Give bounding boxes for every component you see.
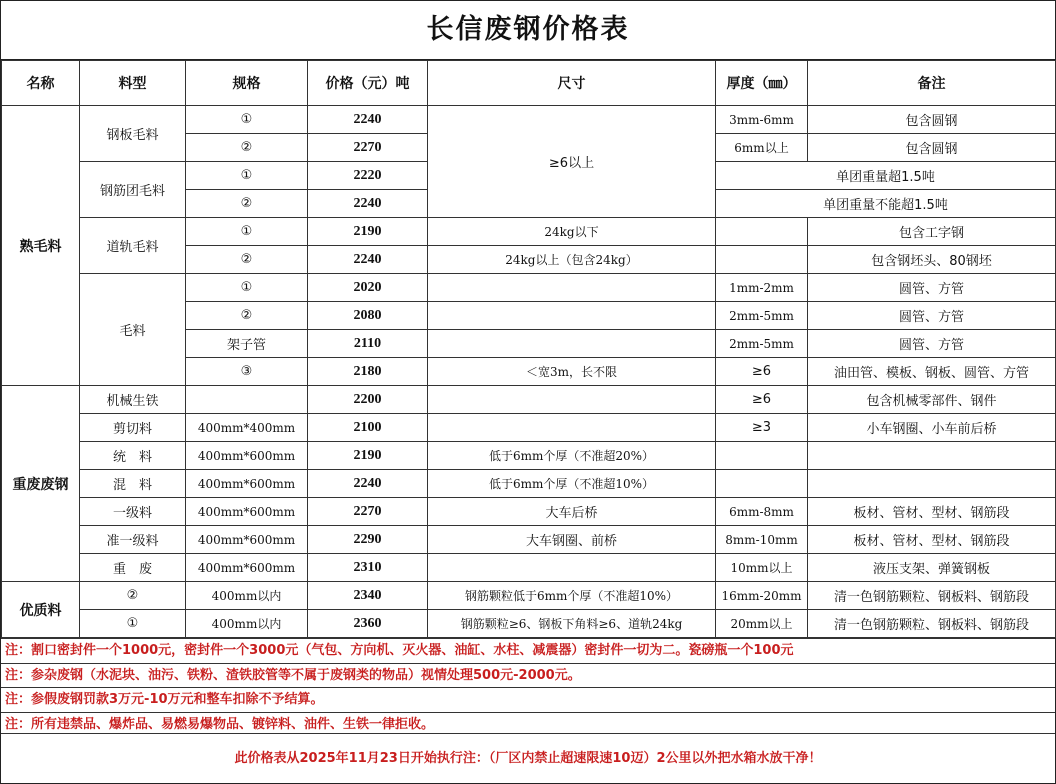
spec-cell: 400mm*400mm bbox=[186, 414, 308, 442]
price-cell: 2270 bbox=[308, 134, 428, 162]
thickness-cell bbox=[716, 246, 808, 274]
spec-cell: ② bbox=[186, 134, 308, 162]
remark-cell: 包含工字钢 bbox=[808, 218, 1056, 246]
notes-section bbox=[1, 638, 1055, 736]
thickness-cell: 6mm-8mm bbox=[716, 498, 808, 526]
header-remark: 备注 bbox=[808, 61, 1056, 106]
price-cell: 2180 bbox=[308, 358, 428, 386]
table-row bbox=[2, 442, 1056, 470]
price-cell: 2270 bbox=[308, 498, 428, 526]
table-row bbox=[2, 470, 1056, 498]
table-row bbox=[2, 610, 1056, 638]
price-cell: 2100 bbox=[308, 414, 428, 442]
table-row bbox=[2, 386, 1056, 414]
table-row bbox=[2, 414, 1056, 442]
thickness-cell: 1mm-2mm bbox=[716, 274, 808, 302]
thickness-cell: 10mm以上 bbox=[716, 554, 808, 582]
remark-cell: 油田管、模板、钢板、圆管、方管 bbox=[808, 358, 1056, 386]
remark-cell: 小车钢圈、小车前后桥 bbox=[808, 414, 1056, 442]
spec-cell: ① bbox=[186, 274, 308, 302]
size-cell bbox=[428, 302, 716, 330]
group-zhong: 重废废钢 bbox=[2, 386, 80, 582]
thickness-cell: ≥3 bbox=[716, 414, 808, 442]
remark-cell: 单团重量不能超1.5吨 bbox=[716, 190, 1056, 218]
price-cell: 2340 bbox=[308, 582, 428, 610]
remark-cell: 清一色钢筋颗粒、钢板料、钢筋段 bbox=[808, 582, 1056, 610]
size-cell: 钢筋颗粒≥6、钢板下角料≥6、道轨24kg bbox=[428, 610, 716, 638]
sheet-title: 长信废钢价格表 bbox=[1, 1, 1055, 60]
size-cell bbox=[428, 274, 716, 302]
thickness-cell bbox=[716, 218, 808, 246]
table-row bbox=[2, 106, 1056, 134]
spec-cell: ② bbox=[186, 246, 308, 274]
price-cell: 2240 bbox=[308, 190, 428, 218]
remark-cell: 包含机械零部件、钢件 bbox=[808, 386, 1056, 414]
thickness-cell bbox=[716, 442, 808, 470]
remark-cell: 板材、管材、型材、钢筋段 bbox=[808, 498, 1056, 526]
spec-cell: ③ bbox=[186, 358, 308, 386]
price-cell: 2310 bbox=[308, 554, 428, 582]
remark-cell: 圆管、方管 bbox=[808, 330, 1056, 358]
thickness-cell: 2mm-5mm bbox=[716, 330, 808, 358]
spec-cell: 400mm*600mm bbox=[186, 498, 308, 526]
material-type: 钢板毛料 bbox=[80, 106, 186, 162]
spec-cell: ② bbox=[186, 302, 308, 330]
thickness-cell: 2mm-5mm bbox=[716, 302, 808, 330]
header-type: 料型 bbox=[80, 61, 186, 106]
footer-notice: 此价格表从2025年11月23日开始执行注：（厂区内禁止超速限速10迈）2公里以外把水箱水放干净！ bbox=[1, 733, 1055, 784]
price-cell: 2200 bbox=[308, 386, 428, 414]
size-cell: ＜宽3m，长不限 bbox=[428, 358, 716, 386]
thickness-cell: 20mm以上 bbox=[716, 610, 808, 638]
size-cell: 大车后桥 bbox=[428, 498, 716, 526]
remark-cell: 包含圆钢 bbox=[808, 106, 1056, 134]
spec-cell: ① bbox=[186, 106, 308, 134]
remark-cell bbox=[808, 470, 1056, 498]
material-type: 毛料 bbox=[80, 274, 186, 386]
material-type: ① bbox=[80, 610, 186, 638]
remark-cell: 包含钢坯头、80钢坯 bbox=[808, 246, 1056, 274]
price-table bbox=[1, 60, 1056, 638]
thickness-cell: 3mm-6mm bbox=[716, 106, 808, 134]
material-type: 钢筋团毛料 bbox=[80, 162, 186, 218]
size-cell bbox=[428, 414, 716, 442]
price-cell: 2360 bbox=[308, 610, 428, 638]
remark-cell: 液压支架、弹簧钢板 bbox=[808, 554, 1056, 582]
thickness-cell: ≥6 bbox=[716, 386, 808, 414]
spec-cell: ② bbox=[186, 190, 308, 218]
table-header-row bbox=[2, 61, 1056, 106]
spec-cell: 400mm*600mm bbox=[186, 554, 308, 582]
note-line: 注：所有违禁品、爆炸品、易燃易爆物品、镀锌料、油件、生铁一律拒收。 bbox=[1, 712, 1055, 737]
material-type: 统 料 bbox=[80, 442, 186, 470]
size-cell: 钢筋颗粒低于6mm个厚（不准超10%） bbox=[428, 582, 716, 610]
size-cell: 24kg以上（包含24kg） bbox=[428, 246, 716, 274]
price-cell: 2290 bbox=[308, 526, 428, 554]
spec-cell: ① bbox=[186, 162, 308, 190]
header-spec: 规格 bbox=[186, 61, 308, 106]
remark-cell: 圆管、方管 bbox=[808, 274, 1056, 302]
size-cell bbox=[428, 554, 716, 582]
material-type: 剪切料 bbox=[80, 414, 186, 442]
price-cell: 2240 bbox=[308, 106, 428, 134]
table-row bbox=[2, 274, 1056, 302]
material-type: 准一级料 bbox=[80, 526, 186, 554]
size-cell: 低于6mm个厚（不准超10%） bbox=[428, 470, 716, 498]
material-type: 混 料 bbox=[80, 470, 186, 498]
table-row bbox=[2, 526, 1056, 554]
spec-cell bbox=[186, 386, 308, 414]
header-price: 价格（元）吨 bbox=[308, 61, 428, 106]
thickness-cell bbox=[716, 470, 808, 498]
price-cell: 2020 bbox=[308, 274, 428, 302]
thickness-cell: 16mm-20mm bbox=[716, 582, 808, 610]
spec-cell: ① bbox=[186, 218, 308, 246]
size-cell: 大车钢圈、前桥 bbox=[428, 526, 716, 554]
price-cell: 2080 bbox=[308, 302, 428, 330]
remark-cell: 板材、管材、型材、钢筋段 bbox=[808, 526, 1056, 554]
thickness-cell: 6mm以上 bbox=[716, 134, 808, 162]
spec-cell: 架子管 bbox=[186, 330, 308, 358]
price-cell: 2240 bbox=[308, 246, 428, 274]
thickness-cell: 8mm-10mm bbox=[716, 526, 808, 554]
material-type: 重 废 bbox=[80, 554, 186, 582]
spec-cell: 400mm*600mm bbox=[186, 526, 308, 554]
remark-cell: 包含圆钢 bbox=[808, 134, 1056, 162]
size-cell: ≥6以上 bbox=[428, 106, 716, 218]
table-row bbox=[2, 582, 1056, 610]
group-you: 优质料 bbox=[2, 582, 80, 638]
spec-cell: 400mm以内 bbox=[186, 582, 308, 610]
header-name: 名称 bbox=[2, 61, 80, 106]
spec-cell: 400mm*600mm bbox=[186, 470, 308, 498]
size-cell bbox=[428, 386, 716, 414]
note-line: 注：参假废钢罚款3万元-10万元和整车扣除不予结算。 bbox=[1, 687, 1055, 712]
price-cell: 2220 bbox=[308, 162, 428, 190]
size-cell: 24kg以下 bbox=[428, 218, 716, 246]
remark-cell: 圆管、方管 bbox=[808, 302, 1056, 330]
price-cell: 2110 bbox=[308, 330, 428, 358]
table-row bbox=[2, 218, 1056, 246]
remark-cell: 清一色钢筋颗粒、钢板料、钢筋段 bbox=[808, 610, 1056, 638]
material-type: 机械生铁 bbox=[80, 386, 186, 414]
group-shu: 熟毛料 bbox=[2, 106, 80, 386]
price-cell: 2240 bbox=[308, 470, 428, 498]
header-size: 尺寸 bbox=[428, 61, 716, 106]
material-type: ② bbox=[80, 582, 186, 610]
note-line: 注：割口密封件一个1000元，密封件一个3000元（气包、方向机、灭火器、油缸、水柱、减震器）密封件一切为二。瓷磅瓶一个100元 bbox=[1, 638, 1055, 663]
table-row bbox=[2, 554, 1056, 582]
material-type: 道轨毛料 bbox=[80, 218, 186, 274]
table-row bbox=[2, 498, 1056, 526]
remark-cell: 单团重量超1.5吨 bbox=[716, 162, 1056, 190]
header-thickness: 厚度（㎜） bbox=[716, 61, 808, 106]
price-cell: 2190 bbox=[308, 218, 428, 246]
spec-cell: 400mm以内 bbox=[186, 610, 308, 638]
size-cell bbox=[428, 330, 716, 358]
remark-cell bbox=[808, 442, 1056, 470]
size-cell: 低于6mm个厚（不准超20%） bbox=[428, 442, 716, 470]
thickness-cell: ≥6 bbox=[716, 358, 808, 386]
spec-cell: 400mm*600mm bbox=[186, 442, 308, 470]
price-cell: 2190 bbox=[308, 442, 428, 470]
note-line: 注：参杂废钢（水泥块、油污、铁粉、渣铁胶管等不属于废钢类的物品）视情处理500元-2000元。 bbox=[1, 663, 1055, 688]
material-type: 一级料 bbox=[80, 498, 186, 526]
